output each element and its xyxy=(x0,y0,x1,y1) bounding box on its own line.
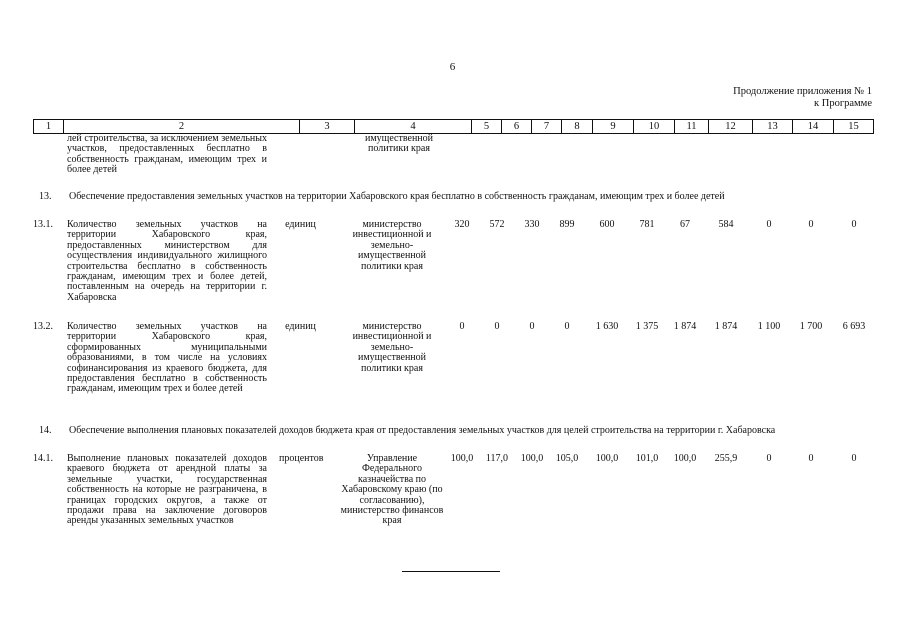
row-13-2-value-13: 1 100 xyxy=(757,321,781,332)
row-13-1-value-5: 320 xyxy=(454,219,470,230)
row-13-1-value-14: 0 xyxy=(808,219,814,230)
col-header-4: 4 xyxy=(355,120,472,134)
row-13-1 xyxy=(33,220,873,322)
section-14-number: 14. xyxy=(39,425,52,436)
row-13-1-unit: единиц xyxy=(285,219,316,230)
row-14-1-unit: процентов xyxy=(279,453,324,464)
row-13-1-value-13: 0 xyxy=(766,219,772,230)
row-13-2-value-6: 0 xyxy=(494,321,500,332)
col-header-14: 14 xyxy=(793,120,834,134)
row-13-1-value-8: 899 xyxy=(559,219,575,230)
row-14-1-value-8: 105,0 xyxy=(555,453,579,464)
continuation-line-1: Продолжение приложения № 1 xyxy=(733,86,872,97)
continuation-header xyxy=(733,86,872,110)
row-13-1-value-12: 584 xyxy=(718,219,734,230)
row-13-2-unit: единиц xyxy=(285,321,316,332)
row-13-2-value-10: 1 375 xyxy=(635,321,659,332)
row-13-2-value-11: 1 874 xyxy=(673,321,697,332)
carryover-description: лей строительства, за исключением земельных участков, предоставленных бесплатно в собственность гражданам, имеющим трех и более детей xyxy=(67,133,267,176)
row-14-1-value-15: 0 xyxy=(851,453,857,464)
row-14-1-value-12: 255,9 xyxy=(714,453,738,464)
row-13-2-value-9: 1 630 xyxy=(595,321,619,332)
row-14-1-value-7: 100,0 xyxy=(520,453,544,464)
col-header-5: 5 xyxy=(472,120,502,134)
row-13-2-description: Количество земельных участков на территории Хабаровского края, сформированных муниципальными образованиями, в том числе на условиях софинансирования из краевого бюджета, для предоставления бесплатно в собственность гражданам, имеющим трех и более детей xyxy=(67,321,267,395)
carryover-executor: имущественной политики края xyxy=(364,133,434,155)
row-14-1-executor: Управление Федерального казначейства по Хабаровскому краю (по согласованию), министерство финансов края xyxy=(340,453,444,527)
col-header-12: 12 xyxy=(709,120,753,134)
row-13-1-number: 13.1. xyxy=(33,219,53,230)
row-13-1-value-10: 781 xyxy=(639,219,655,230)
section-13-title: Обеспечение предоставления земельных участков на территории Хабаровского края бесплатно в собственность гражданам, имеющим трех и более детей xyxy=(69,191,725,202)
row-14-1-value-14: 0 xyxy=(808,453,814,464)
row-13-2-value-14: 1 700 xyxy=(799,321,823,332)
row-14-1-value-10: 101,0 xyxy=(635,453,659,464)
row-14-1-value-13: 0 xyxy=(766,453,772,464)
section-14-row xyxy=(33,426,873,454)
col-header-15: 15 xyxy=(834,120,874,134)
col-header-6: 6 xyxy=(502,120,532,134)
section-14-title: Обеспечение выполнения плановых показателей доходов бюджета края от предоставления земельных участков для целей строительства на территории г. Хабаровска xyxy=(69,425,776,436)
row-14-1-value-11: 100,0 xyxy=(673,453,697,464)
col-header-3: 3 xyxy=(300,120,355,134)
col-header-8: 8 xyxy=(562,120,593,134)
row-13-2-value-15: 6 693 xyxy=(842,321,866,332)
row-13-1-value-15: 0 xyxy=(851,219,857,230)
col-header-9: 9 xyxy=(593,120,634,134)
row-13-1-value-7: 330 xyxy=(524,219,540,230)
row-14-1-value-6: 117,0 xyxy=(485,453,509,464)
col-header-11: 11 xyxy=(675,120,709,134)
row-13-2-value-7: 0 xyxy=(529,321,535,332)
row-13-2 xyxy=(33,322,873,426)
table-body xyxy=(33,134,873,554)
row-13-2-value-12: 1 874 xyxy=(714,321,738,332)
row-13-1-value-11: 67 xyxy=(680,219,690,230)
row-13-2-value-8: 0 xyxy=(564,321,570,332)
row-13-1-description: Количество земельных участков на территории Хабаровского края, предоставленных министерством для осуществления индивидуального жилищного строительства бесплатно в собственность гражданам, имеющим трех и более детей, поставленным на очередь на территории г. Хабаровска xyxy=(67,219,267,303)
continuation-line-2: к Программе xyxy=(814,98,872,109)
col-header-2: 2 xyxy=(64,120,300,134)
col-header-1: 1 xyxy=(34,120,64,134)
col-header-7: 7 xyxy=(532,120,562,134)
row-13-1-value-6: 572 xyxy=(489,219,505,230)
row-13-2-number: 13.2. xyxy=(33,321,53,332)
column-number-header xyxy=(33,119,874,134)
section-13-number: 13. xyxy=(39,191,52,202)
carryover-row xyxy=(33,134,873,192)
row-14-1-value-5: 100,0 xyxy=(450,453,474,464)
page-number: 6 xyxy=(449,61,456,73)
col-header-10: 10 xyxy=(634,120,675,134)
section-13-row xyxy=(33,192,873,220)
row-13-1-value-9: 600 xyxy=(599,219,615,230)
row-13-2-value-5: 0 xyxy=(459,321,465,332)
footer-separator-line xyxy=(402,571,500,572)
row-14-1-value-9: 100,0 xyxy=(595,453,619,464)
col-header-13: 13 xyxy=(753,120,793,134)
row-14-1-description: Выполнение плановых показателей доходов краевого бюджета от арендной платы за земельные участки, государственная собственность на которые не разграничена, в границах городских округов, а также от продажи права на заключение договоров аренды указанных земельных участков xyxy=(67,453,267,527)
row-14-1-number: 14.1. xyxy=(33,453,53,464)
row-14-1 xyxy=(33,454,873,554)
row-13-2-executor: министерство инвестиционной и земельно-имущественной политики края xyxy=(352,321,432,374)
row-13-1-executor: министерство инвестиционной и земельно-имущественной политики края xyxy=(352,219,432,272)
